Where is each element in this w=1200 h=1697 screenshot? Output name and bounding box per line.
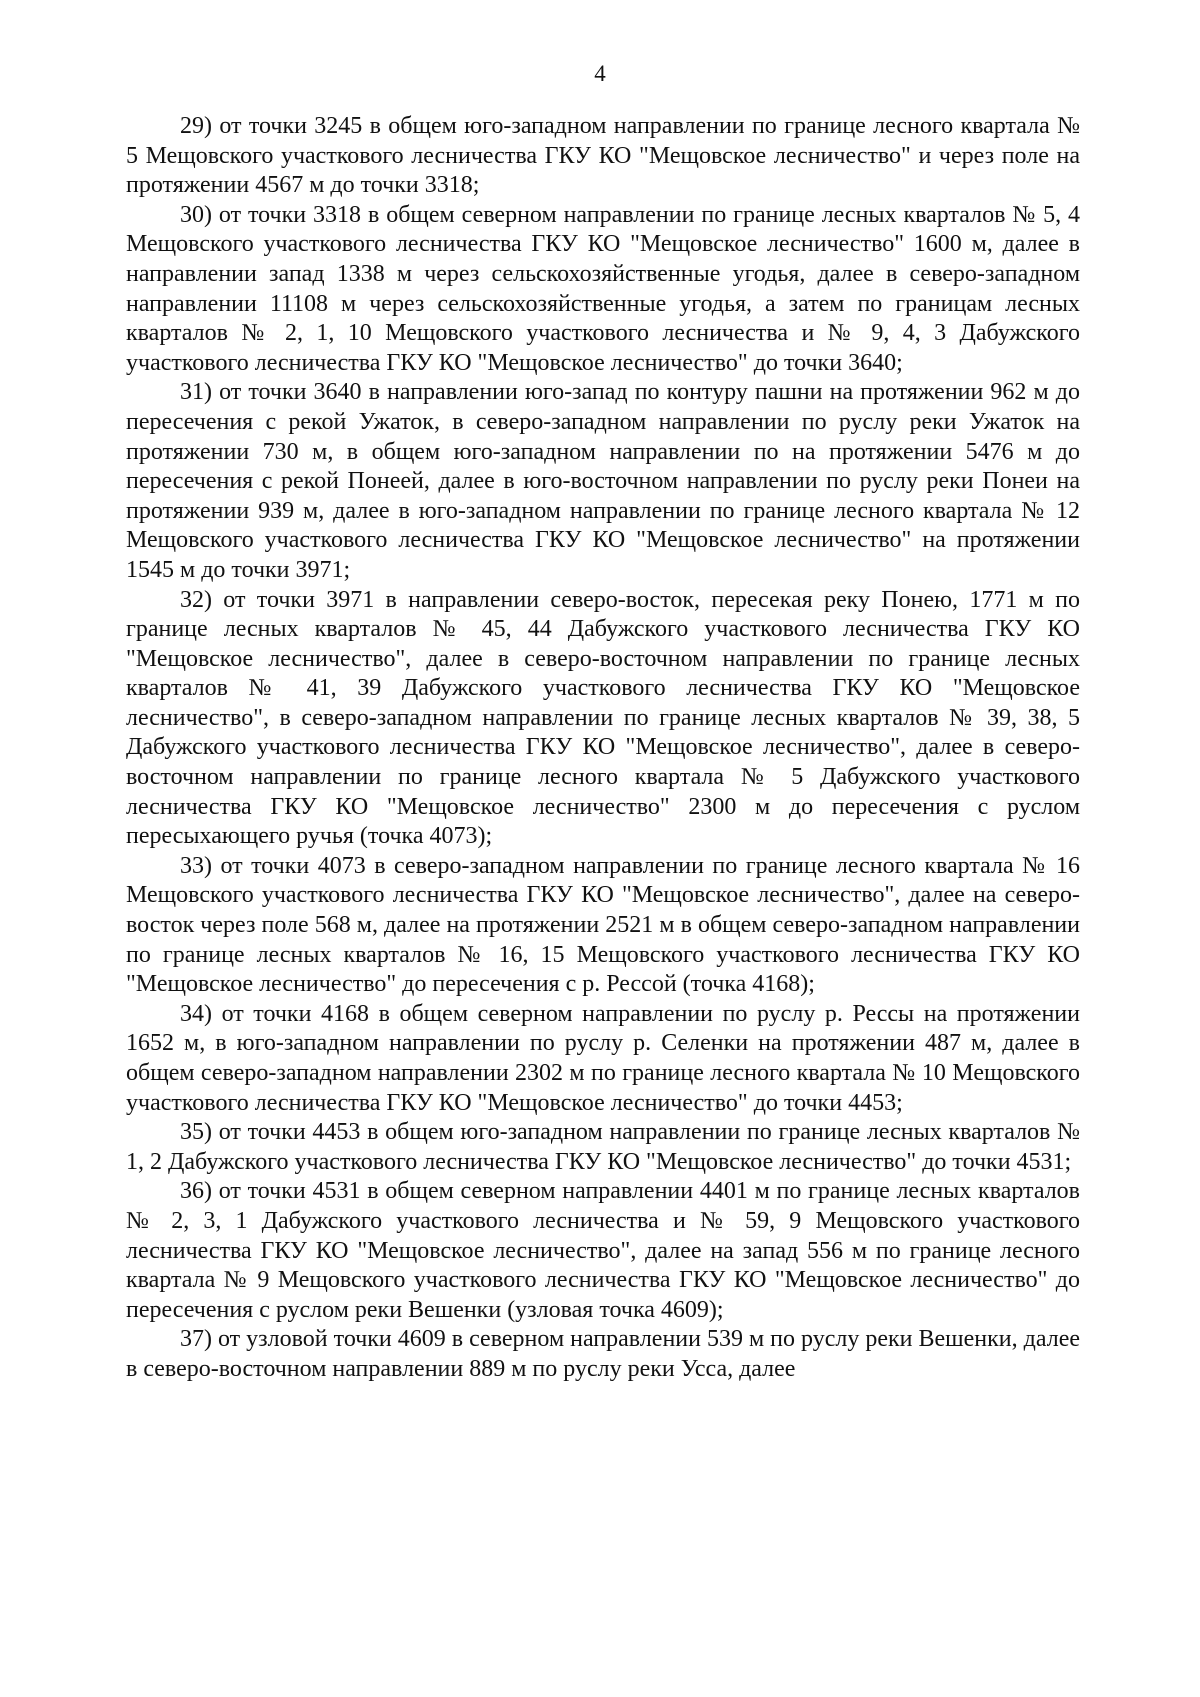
page-number: 4	[594, 61, 606, 86]
paragraph-35: 35) от точки 4453 в общем юго-западном направлении по границе лесных кварталов № 1, 2 Дабужского участкового лесничества ГКУ КО "Мещовское лесничество" до точки 4531;	[126, 1119, 1080, 1175]
paragraph-36: 36) от точки 4531 в общем северном направлении 4401 м по границе лесных кварталов № 2, 3, 1 Дабужского участкового лесничества и № 59, 9 Мещовского участкового лесничества ГКУ КО "Мещовское лесничество", далее на запад 556 м по границе лесного квартала № 9 Мещовского участкового лесничества ГКУ КО "Мещовское лесничество" до пересечения с руслом реки Вешенки (узловая точка 4609);	[126, 1178, 1080, 1323]
paragraph-37: 37) от узловой точки 4609 в северном направлении 539 м по руслу реки Вешенки, далее в северо-восточном направлении 889 м по руслу реки Усса, далее	[126, 1326, 1080, 1382]
paragraph-32: 32) от точки 3971 в направлении северо-восток, пересекая реку Понею, 1771 м по границе лесных кварталов № 45, 44 Дабужского участкового лесничества ГКУ КО "Мещовское лесничество", далее в северо-восточном направлении по границе лесных кварталов № 41, 39 Дабужского участкового лесничества ГКУ КО "Мещовское лесничество", в северо-западном направлении по границе лесных кварталов № 39, 38, 5 Дабужского участкового лесничества ГКУ КО "Мещовское лесничество", далее в северо-восточном направлении по границе лесного квартала № 5 Дабужского участкового лесничества ГКУ КО "Мещовское лесничество" 2300 м до пересечения с руслом пересыхающего ручья (точка 4073);	[126, 586, 1080, 850]
paragraph-33: 33) от точки 4073 в северо-западном направлении по границе лесного квартала № 16 Мещовского участкового лесничества ГКУ КО "Мещовское лесничество", далее на северо-восток через поле 568 м, далее на протяжении 2521 м в общем северо-западном направлении по границе лесных кварталов № 16, 15 Мещовского участкового лесничества ГКУ КО "Мещовское лесничество" до пересечения с р. Рессой (точка 4168);	[126, 852, 1080, 998]
paragraph-29: 29) от точки 3245 в общем юго-западном направлении по границе лесного квартала № 5 Мещовского участкового лесничества ГКУ КО "Мещовское лесничество" и через поле на протяжении 4567 м до точки 3318;	[126, 113, 1080, 199]
paragraph-31: 31) от точки 3640 в направлении юго-запад по контуру пашни на протяжении 962 м до пересечения с рекой Ужаток, в северо-западном направлении по руслу реки Ужаток на протяжении 730 м, в общем юго-западном направлении по на протяжении 5476 м до пересечения с рекой Понеей, далее в юго-восточном направлении по руслу реки Понеи на протяжении 939 м, далее в юго-западном направлении по границе лесного квартала № 12 Мещовского участкового лесничества ГКУ КО "Мещовское лесничество" на протяжении 1545 м до точки 3971;	[126, 379, 1080, 583]
paragraph-30: 30) от точки 3318 в общем северном направлении по границе лесных кварталов № 5, 4 Мещовского участкового лесничества ГКУ КО "Мещовское лесничество" 1600 м, далее в направлении запад 1338 м через сельскохозяйственные угодья, далее в северо-западном направлении 11108 м через сельскохозяйственные угодья, а затем по границам лесных кварталов № 2, 1, 10 Мещовского участкового лесничества и № 9, 4, 3 Дабужского участкового лесничества ГКУ КО "Мещовское лесничество" до точки 3640;	[126, 201, 1080, 376]
document-body	[126, 112, 1080, 1385]
paragraph-34: 34) от точки 4168 в общем северном направлении по руслу р. Рессы на протяжении 1652 м, в юго-западном направлении по руслу р. Селенки на протяжении 487 м, далее в общем северо-западном направлении 2302 м по границе лесного квартала № 10 Мещовского участкового лесничества ГКУ КО "Мещовское лесничество" до точки 4453;	[126, 1000, 1080, 1116]
